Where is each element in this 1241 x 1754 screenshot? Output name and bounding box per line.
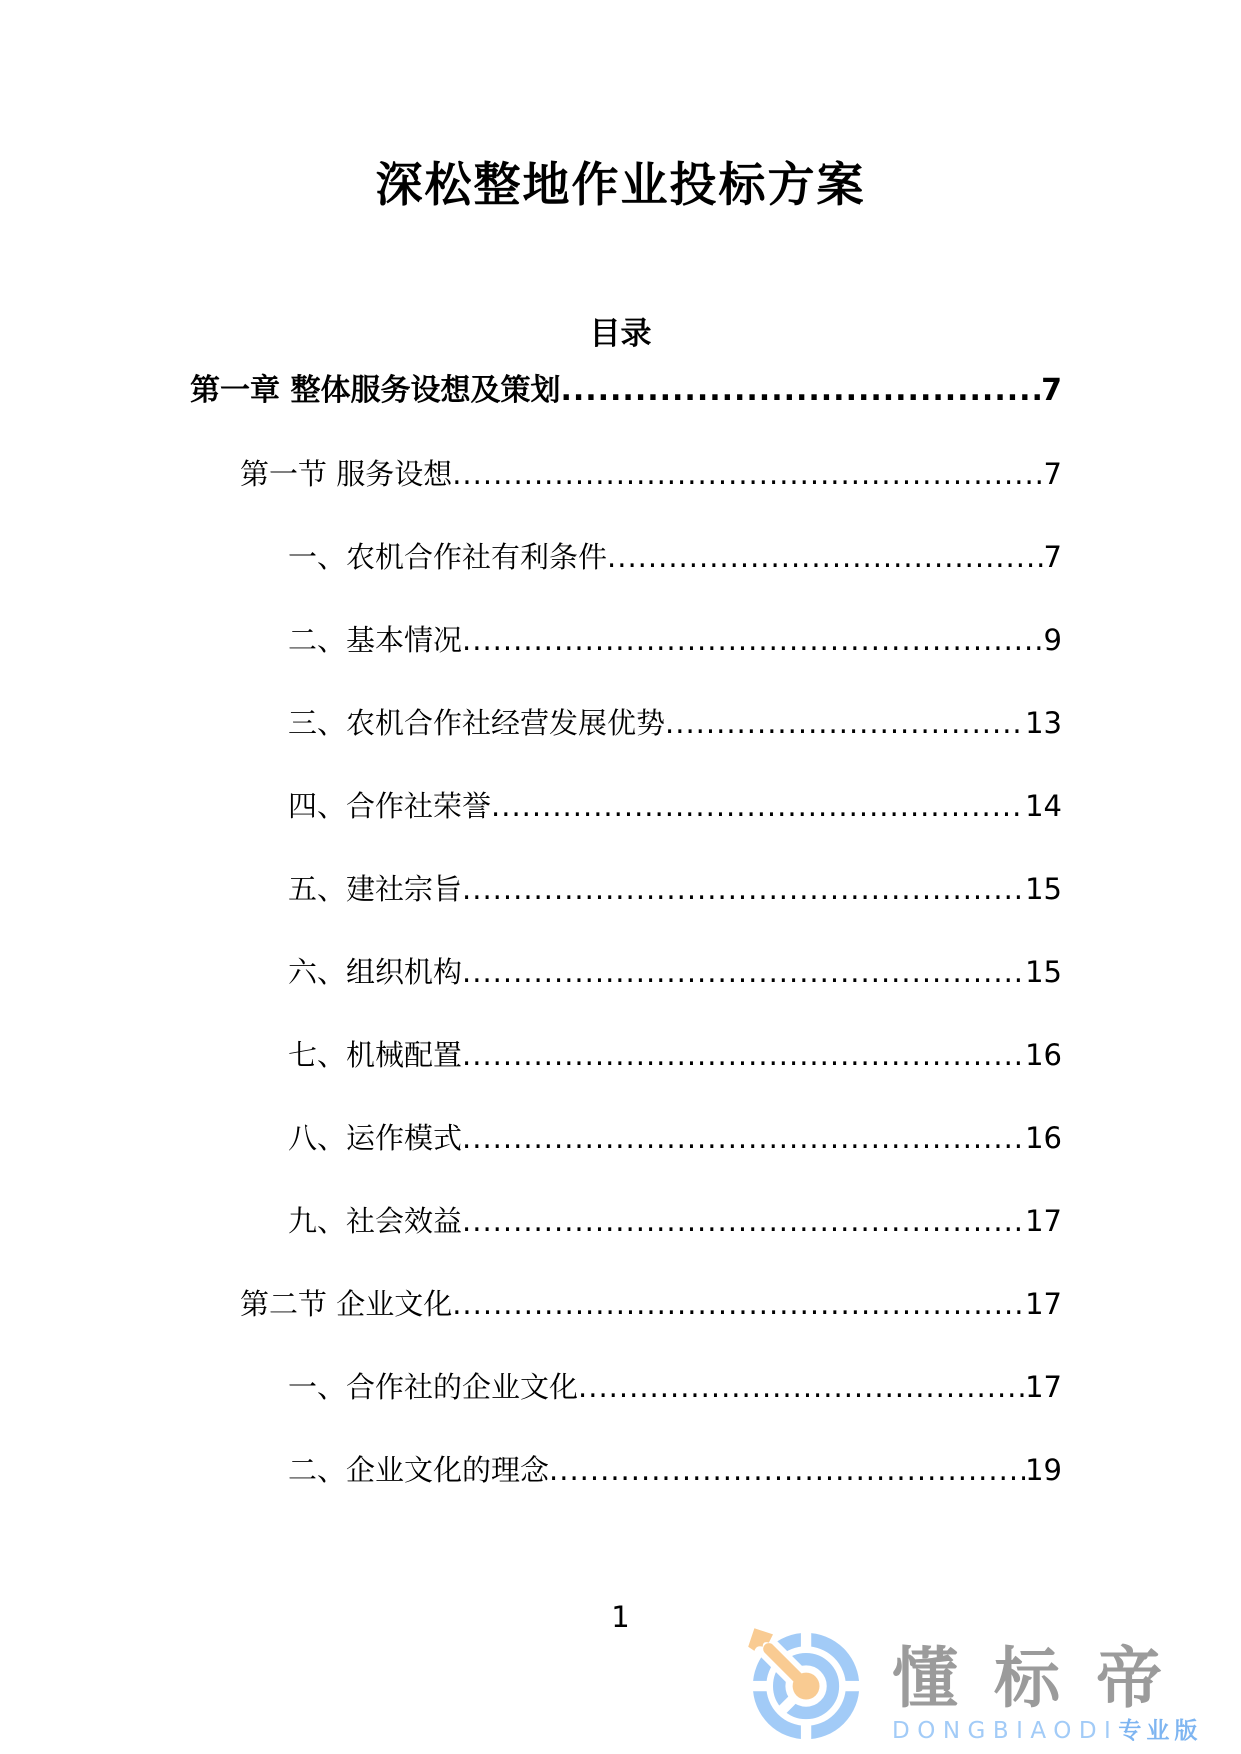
- toc-heading: 目录: [589, 316, 652, 352]
- brand-edition: 专业版: [1118, 1718, 1203, 1744]
- toc-leader-dots: [452, 1284, 1025, 1324]
- toc-entry-page: 15: [1025, 955, 1062, 989]
- watermark-text: [892, 1640, 1203, 1746]
- toc-entry[interactable]: [190, 1201, 1062, 1241]
- toc-entry-label: 九、社会效益: [288, 1204, 463, 1238]
- toc-entry-label: 八、运作模式: [288, 1121, 463, 1155]
- toc-leader-dots: [578, 1367, 1025, 1407]
- toc-entry-page: 16: [1025, 1038, 1062, 1072]
- toc-entry-page: 9: [1043, 623, 1062, 657]
- toc-entry-label: 第一章 整体服务设想及策划: [190, 373, 561, 408]
- toc-leader-dots: [665, 703, 1025, 743]
- toc-entry-label: 七、机械配置: [288, 1038, 463, 1072]
- toc-entry[interactable]: [190, 620, 1062, 660]
- toc-entry[interactable]: [190, 952, 1062, 992]
- toc-entry[interactable]: [190, 371, 1062, 411]
- brand-latin: DONGBIAODI: [892, 1718, 1119, 1744]
- toc-entry[interactable]: [190, 869, 1062, 909]
- toc-entry[interactable]: [190, 537, 1062, 577]
- toc-leader-dots: [462, 869, 1025, 909]
- toc-entry-page: 13: [1025, 706, 1062, 740]
- toc-entry-label: 三、农机合作社经营发展优势: [288, 706, 666, 740]
- toc-entry[interactable]: [190, 786, 1062, 826]
- toc-leader-dots: [607, 537, 1044, 577]
- toc-leader-dots: [462, 1118, 1025, 1158]
- toc-entry-page: 19: [1025, 1453, 1062, 1487]
- toc-leader-dots: [560, 371, 1041, 411]
- toc-entry-label: 第一节 服务设想: [240, 457, 453, 491]
- target-arrow-logo-icon: [742, 1622, 866, 1746]
- toc-leader-dots: [549, 1450, 1025, 1490]
- toc-entry[interactable]: [190, 703, 1062, 743]
- toc-entry-label: 六、组织机构: [288, 955, 463, 989]
- toc-leader-dots: [462, 620, 1044, 660]
- toc-entry-label: 第二节 企业文化: [240, 1287, 453, 1321]
- toc-entry-page: 17: [1025, 1287, 1062, 1321]
- toc-entry[interactable]: [190, 454, 1062, 494]
- toc-entry-page: 15: [1025, 872, 1062, 906]
- toc-entry-label: 五、建社宗旨: [288, 872, 463, 906]
- toc-entry[interactable]: [190, 1118, 1062, 1158]
- toc-entry-label: 二、企业文化的理念: [288, 1453, 550, 1487]
- toc-entry-page: 16: [1025, 1121, 1062, 1155]
- toc-entry-label: 四、合作社荣誉: [288, 789, 492, 823]
- toc-entry-page: 17: [1025, 1204, 1062, 1238]
- toc-entry-page: 7: [1041, 373, 1062, 408]
- toc-entry-page: 14: [1025, 789, 1062, 823]
- toc-entry-page: 7: [1043, 540, 1062, 574]
- toc-leader-dots: [462, 952, 1025, 992]
- toc-leader-dots: [452, 454, 1043, 494]
- watermark: [742, 1622, 1202, 1746]
- toc-leader-dots: [462, 1035, 1025, 1075]
- toc-entry[interactable]: [190, 1450, 1062, 1490]
- brand-subline: [892, 1718, 1202, 1744]
- toc-entry-label: 一、合作社的企业文化: [288, 1370, 579, 1404]
- toc-entry-label: 二、基本情况: [288, 623, 463, 657]
- toc-leader-dots: [491, 786, 1025, 826]
- toc-entry[interactable]: [190, 1367, 1062, 1407]
- page-number: 1: [611, 1600, 630, 1634]
- toc-entry-label: 一、农机合作社有利条件: [288, 540, 608, 574]
- toc-leader-dots: [462, 1201, 1025, 1241]
- toc-entry[interactable]: [190, 1284, 1062, 1324]
- toc-entry-page: 17: [1025, 1370, 1062, 1404]
- document-title: 深松整地作业投标方案: [375, 158, 866, 213]
- toc-list: [190, 371, 1062, 1533]
- toc-entry[interactable]: [190, 1035, 1062, 1075]
- toc-entry-page: 7: [1043, 457, 1062, 491]
- brand-name: 懂标帝: [892, 1640, 1198, 1717]
